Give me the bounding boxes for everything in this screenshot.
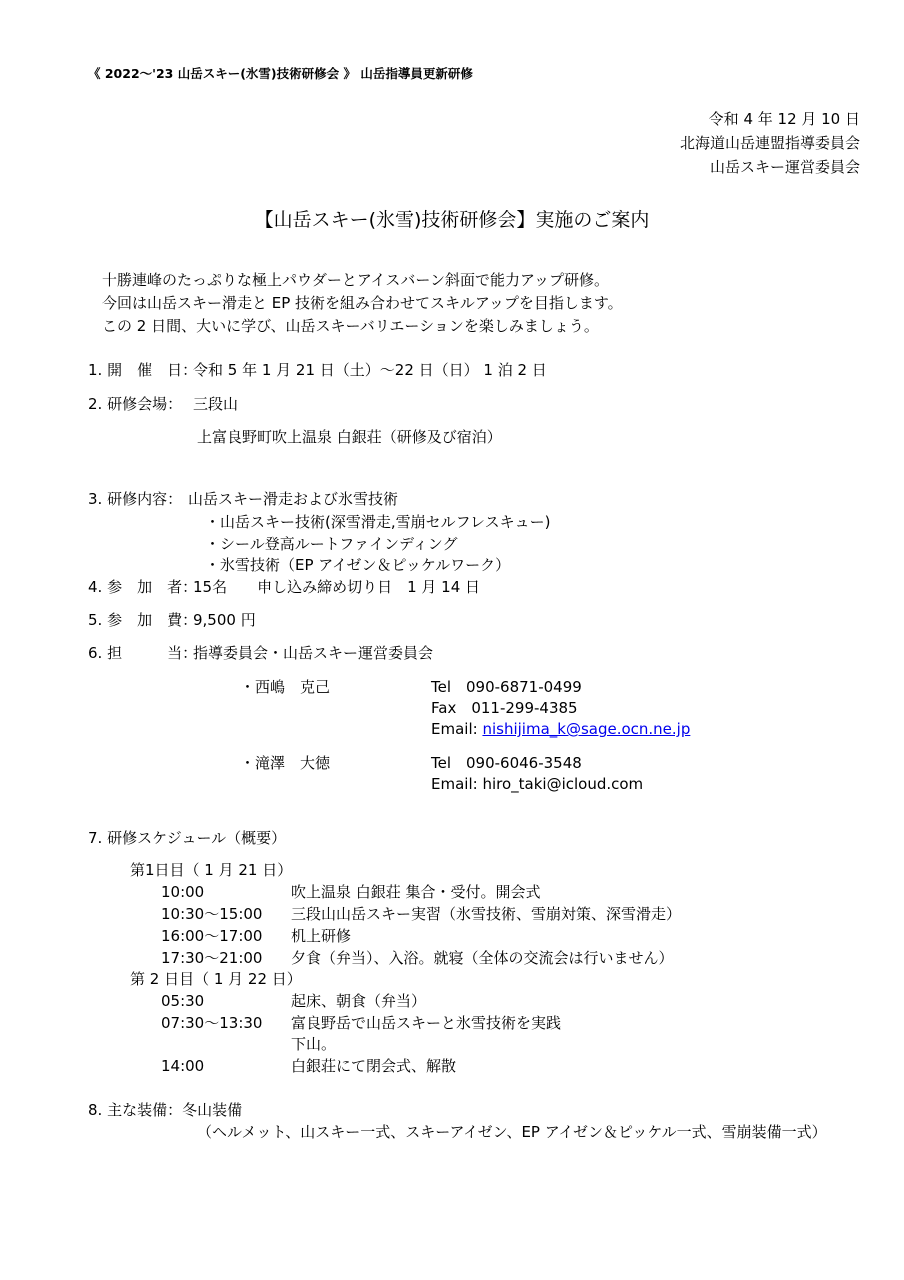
item-participants-label: 4. 参 加 者：: [88, 578, 198, 596]
schedule-day1-text-4: 夕食（弁当）、入浴。就寝（全体の交流会は行いません）: [291, 949, 674, 967]
contact-1-email-row: [431, 720, 690, 738]
item-content-label: 3. 研修内容：: [88, 490, 183, 508]
organization-1: 北海道山岳連盟指導委員会: [679, 134, 860, 152]
item-venue-sub: 上富良野町吹上温泉 白銀荘（研修及び宿泊）: [197, 428, 502, 446]
item-contact-label: 6. 担 当：: [88, 644, 198, 662]
item-date-label: 1. 開 催 日：: [88, 361, 198, 379]
document-date: 令和 4 年 12 月 10 日: [708, 110, 860, 128]
schedule-day2-text-4: 白銀荘にて閉会式、解散: [291, 1057, 457, 1075]
item-fee-value: 9,500 円: [193, 611, 256, 629]
item-contact-value: 指導委員会・山岳スキー運営委員会: [193, 644, 434, 662]
schedule-day1-time-3: 16:00～17:00: [161, 927, 263, 945]
contact-1-email-label: Email:: [431, 720, 483, 738]
contact-2-email: hiro_taki@icloud.com: [482, 775, 644, 793]
schedule-day1-time-4: 17:30～21:00: [161, 949, 263, 967]
contact-2-email-label: Email:: [431, 775, 483, 793]
contact-2-tel: Tel 090-6046-3548: [431, 754, 582, 772]
item-content-sub-2: ・シール登高ルートファインディング: [205, 535, 458, 553]
item-fee-label: 5. 参 加 費：: [88, 611, 198, 629]
item-participants-value: 15名 申し込み締め切り日 1 月 14 日: [193, 578, 481, 596]
intro-line-1: 十勝連峰のたっぷりな極上パウダーとアイスバーン斜面で能力アップ研修。: [102, 271, 610, 289]
schedule-day2-text-2: 富良野岳で山岳スキーと氷雪技術を実践: [291, 1014, 562, 1032]
schedule-day1-time-1: 10:00: [161, 883, 205, 901]
schedule-day2-text-3: 下山。: [291, 1035, 337, 1053]
item-content-value: 山岳スキー滑走および氷雪技術: [188, 490, 399, 508]
header-line: 《 2022～'23 山岳スキー(氷雪)技術研修会 》 山岳指導員更新研修: [88, 66, 473, 81]
schedule-day1-text-3: 机上研修: [291, 927, 352, 945]
organization-2: 山岳スキー運営委員会: [709, 158, 860, 176]
item-content-sub-1: ・山岳スキー技術(深雪滑走,雪崩セルフレスキュー): [205, 513, 551, 531]
schedule-day1-heading: 第1日目（ 1 月 21 日）: [130, 861, 293, 879]
item-venue-value: 三段山: [193, 395, 239, 413]
schedule-day1-time-2: 10:30～15:00: [161, 905, 263, 923]
schedule-day2-time-4: 14:00: [161, 1057, 205, 1075]
schedule-day2-heading: 第 2 日目（ 1 月 22 日）: [130, 970, 302, 988]
equipment-sub: （ヘルメット、山スキー一式、スキーアイゼン、EP アイゼン＆ピッケル一式、雪崩装備一式）: [197, 1123, 827, 1141]
item-content-sub-3: ・氷雪技術（EP アイゼン＆ピッケルワーク）: [205, 556, 511, 574]
intro-line-3: この 2 日間、大いに学び、山岳スキーバリエーションを楽しみましょう。: [102, 317, 599, 335]
schedule-label: 7. 研修スケジュール（概要）: [88, 829, 287, 847]
page-title: 【山岳スキー(氷雪)技術研修会】実施のご案内: [254, 209, 650, 231]
schedule-day1-text-2: 三段山山岳スキー実習（氷雪技術、雪崩対策、深雪滑走）: [291, 905, 682, 923]
schedule-day1-text-1: 吹上温泉 白銀荘 集合・受付。開会式: [291, 883, 541, 901]
contact-2-name: ・滝澤 大徳: [240, 754, 331, 772]
contact-1-tel: Tel 090-6871-0499: [431, 678, 582, 696]
contact-1-name: ・西嶋 克己: [240, 678, 331, 696]
item-venue-label: 2. 研修会場：: [88, 395, 183, 413]
schedule-day2-time-1: 05:30: [161, 992, 205, 1010]
contact-2-email-row: [431, 775, 643, 793]
schedule-day2-time-2: 07:30～13:30: [161, 1014, 263, 1032]
contact-1-fax: Fax 011-299-4385: [431, 699, 578, 717]
intro-line-2: 今回は山岳スキー滑走と EP 技術を組み合わせてスキルアップを目指します。: [102, 294, 623, 312]
contact-1-email-link[interactable]: nishijima_k@sage.ocn.ne.jp: [482, 720, 691, 738]
equipment-label: 8. 主な装備：冬山装備: [88, 1101, 243, 1119]
schedule-day2-text-1: 起床、朝食（弁当）: [291, 992, 427, 1010]
item-date-value: 令和 5 年 1 月 21 日（土）～22 日（日） 1 泊 2 日: [193, 361, 547, 379]
